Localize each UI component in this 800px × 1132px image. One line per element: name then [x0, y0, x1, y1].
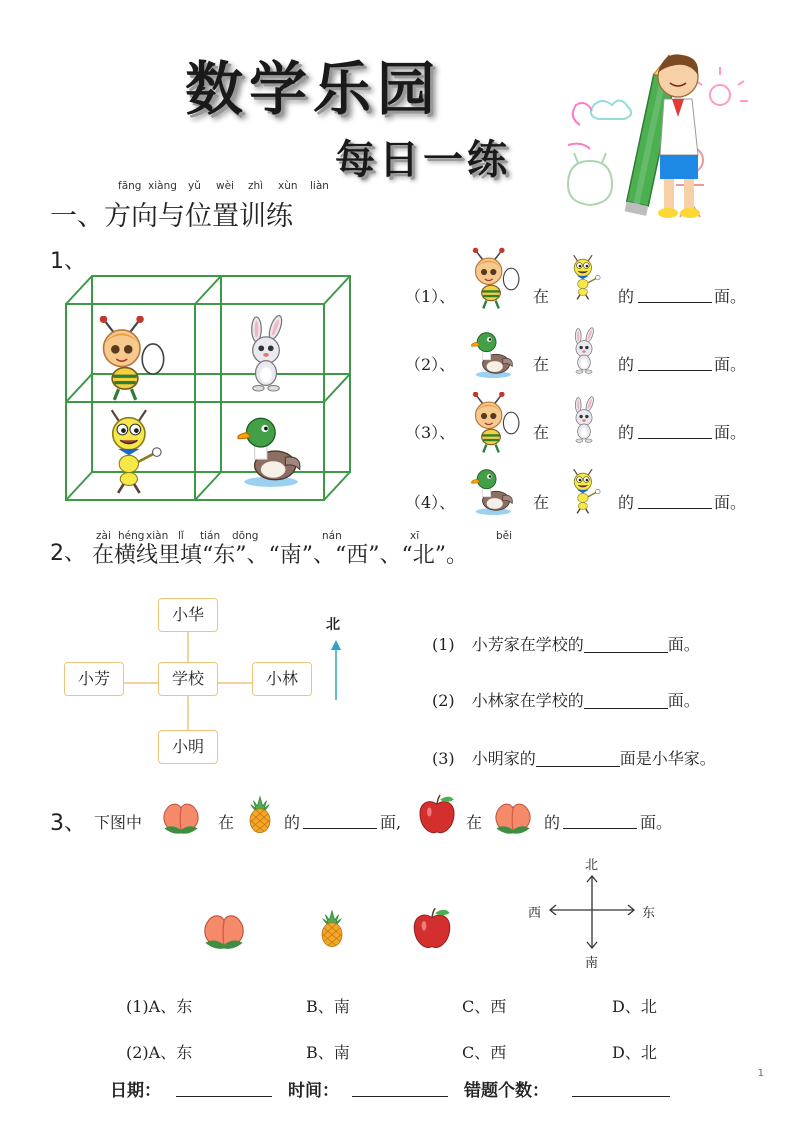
place-north: 小华	[158, 598, 218, 632]
peach-icon	[196, 900, 252, 956]
compass-south: 南	[585, 956, 599, 971]
place-south: 小明	[158, 730, 218, 764]
item-tail: 面。	[714, 355, 747, 374]
page-number: 1	[757, 1068, 764, 1079]
item-label: （2）、	[405, 355, 456, 374]
option-2c[interactable]: C、西	[462, 1043, 507, 1062]
answer-blank[interactable]	[584, 636, 668, 653]
compass-cross	[546, 872, 638, 952]
pinyin: xùn	[278, 180, 298, 192]
section-pinyin	[112, 180, 344, 194]
item-in: 在	[533, 423, 550, 442]
question-2-instruction: 在横线里填“东”、“南”、“西”、“北”。	[92, 543, 468, 568]
item-in: 在	[533, 493, 550, 512]
compass-west: 西	[528, 906, 542, 921]
pinyin: xī	[410, 530, 420, 542]
peach-icon	[488, 790, 538, 840]
pinyin: wèi	[216, 180, 234, 192]
section-title: 一、方向与位置训练	[50, 201, 293, 232]
item-label: (2)	[432, 691, 455, 710]
question-3-number: 3、	[50, 811, 86, 836]
ant-icon	[561, 458, 607, 524]
rabbit-icon	[561, 388, 607, 452]
q3-of-1: 的	[284, 813, 301, 832]
compass-north: 北	[585, 858, 599, 873]
page-title: 数学乐园	[185, 55, 442, 123]
item-pre: 小芳家在学校的	[471, 635, 584, 654]
item-label: （1）、	[405, 287, 456, 306]
page-subtitle: 每日一练	[335, 137, 511, 183]
q3-tail: 面。	[640, 813, 673, 832]
pineapple-icon	[312, 900, 352, 956]
item-post: 面。	[667, 635, 700, 654]
item-label: （4）、	[405, 493, 456, 512]
item-label: (1)	[432, 635, 455, 654]
answer-blank[interactable]	[638, 354, 712, 371]
option-2d[interactable]: D、北	[612, 1043, 657, 1062]
footer-errors-label: 错题个数：	[464, 1081, 549, 1101]
pinyin: héng	[118, 530, 145, 542]
pinyin: zhì	[248, 180, 264, 192]
option-1a[interactable]: (1)A、东	[126, 997, 193, 1016]
answer-blank[interactable]	[536, 750, 620, 767]
answer-blank[interactable]	[638, 422, 712, 439]
north-arrow-label: 北	[326, 617, 340, 633]
answer-blank[interactable]	[638, 286, 712, 303]
option-1c[interactable]: C、西	[462, 997, 507, 1016]
answer-blank[interactable]	[303, 812, 377, 829]
date-blank[interactable]	[176, 1080, 272, 1097]
item-tail: 面。	[714, 493, 747, 512]
q2-item-2	[432, 688, 700, 711]
q3-prefix: 下图中	[94, 813, 143, 832]
compass-east: 东	[642, 906, 656, 921]
q3-of-2: 的	[544, 813, 561, 832]
place-west: 小芳	[64, 662, 124, 696]
pinyin: lǐ	[178, 530, 184, 542]
errors-blank[interactable]	[572, 1080, 670, 1097]
apple-icon	[408, 904, 456, 954]
option-2a[interactable]: (2)A、东	[126, 1043, 193, 1062]
q2-item-1	[432, 632, 700, 655]
rabbit-icon	[561, 318, 607, 384]
pinyin: fāng	[118, 180, 142, 192]
item-tail: 面。	[714, 287, 747, 306]
q3-in-2: 在	[466, 813, 483, 832]
pinyin: yǔ	[188, 180, 201, 192]
option-1d[interactable]: D、北	[612, 997, 657, 1016]
item-of: 的	[618, 355, 635, 374]
item-of: 的	[618, 493, 635, 512]
time-blank[interactable]	[352, 1080, 448, 1097]
item-pre: 小明家的	[471, 749, 536, 768]
item-post: 面是小华家。	[619, 749, 716, 768]
footer-time-label: 时间：	[288, 1081, 339, 1101]
animal-grid-box	[62, 272, 358, 504]
answer-blank[interactable]	[584, 692, 668, 709]
pinyin: xiàn	[146, 530, 169, 542]
place-east: 小林	[252, 662, 312, 696]
duck-icon	[465, 324, 519, 382]
ant-icon	[561, 244, 607, 310]
pineapple-icon	[240, 788, 280, 840]
q2-item-3	[432, 746, 716, 769]
item-of: 的	[618, 287, 635, 306]
item-label: （3）、	[405, 423, 456, 442]
pinyin: nán	[322, 530, 342, 542]
question-2-number: 2、	[50, 541, 86, 566]
pinyin: xiàng	[148, 180, 177, 192]
answer-blank[interactable]	[638, 492, 712, 509]
pinyin: běi	[496, 530, 513, 542]
item-tail: 面。	[714, 423, 747, 442]
pinyin: liàn	[310, 180, 329, 192]
bee-icon	[460, 246, 522, 312]
answer-blank[interactable]	[563, 812, 637, 829]
peach-icon	[156, 790, 206, 840]
item-in: 在	[533, 287, 550, 306]
footer-date-label: 日期：	[110, 1081, 161, 1101]
item-post: 面。	[667, 691, 700, 710]
bee-icon	[460, 392, 522, 454]
pinyin: zài	[96, 530, 111, 542]
item-label: (3)	[432, 749, 455, 768]
item-pre: 小林家在学校的	[471, 691, 584, 710]
pinyin: dōng	[232, 530, 259, 542]
item-in: 在	[533, 355, 550, 374]
item-of: 的	[618, 423, 635, 442]
q3-mid: 面,	[380, 813, 402, 832]
option-1b[interactable]: B、南	[306, 997, 350, 1016]
q3-in-1: 在	[218, 813, 235, 832]
boy-pencil-illustration	[560, 45, 750, 230]
question-1-number: 1、	[50, 249, 86, 274]
place-center: 学校	[158, 662, 218, 696]
option-2b[interactable]: B、南	[306, 1043, 350, 1062]
apple-icon	[414, 792, 460, 838]
pinyin: tián	[200, 530, 221, 542]
duck-icon	[465, 460, 519, 520]
